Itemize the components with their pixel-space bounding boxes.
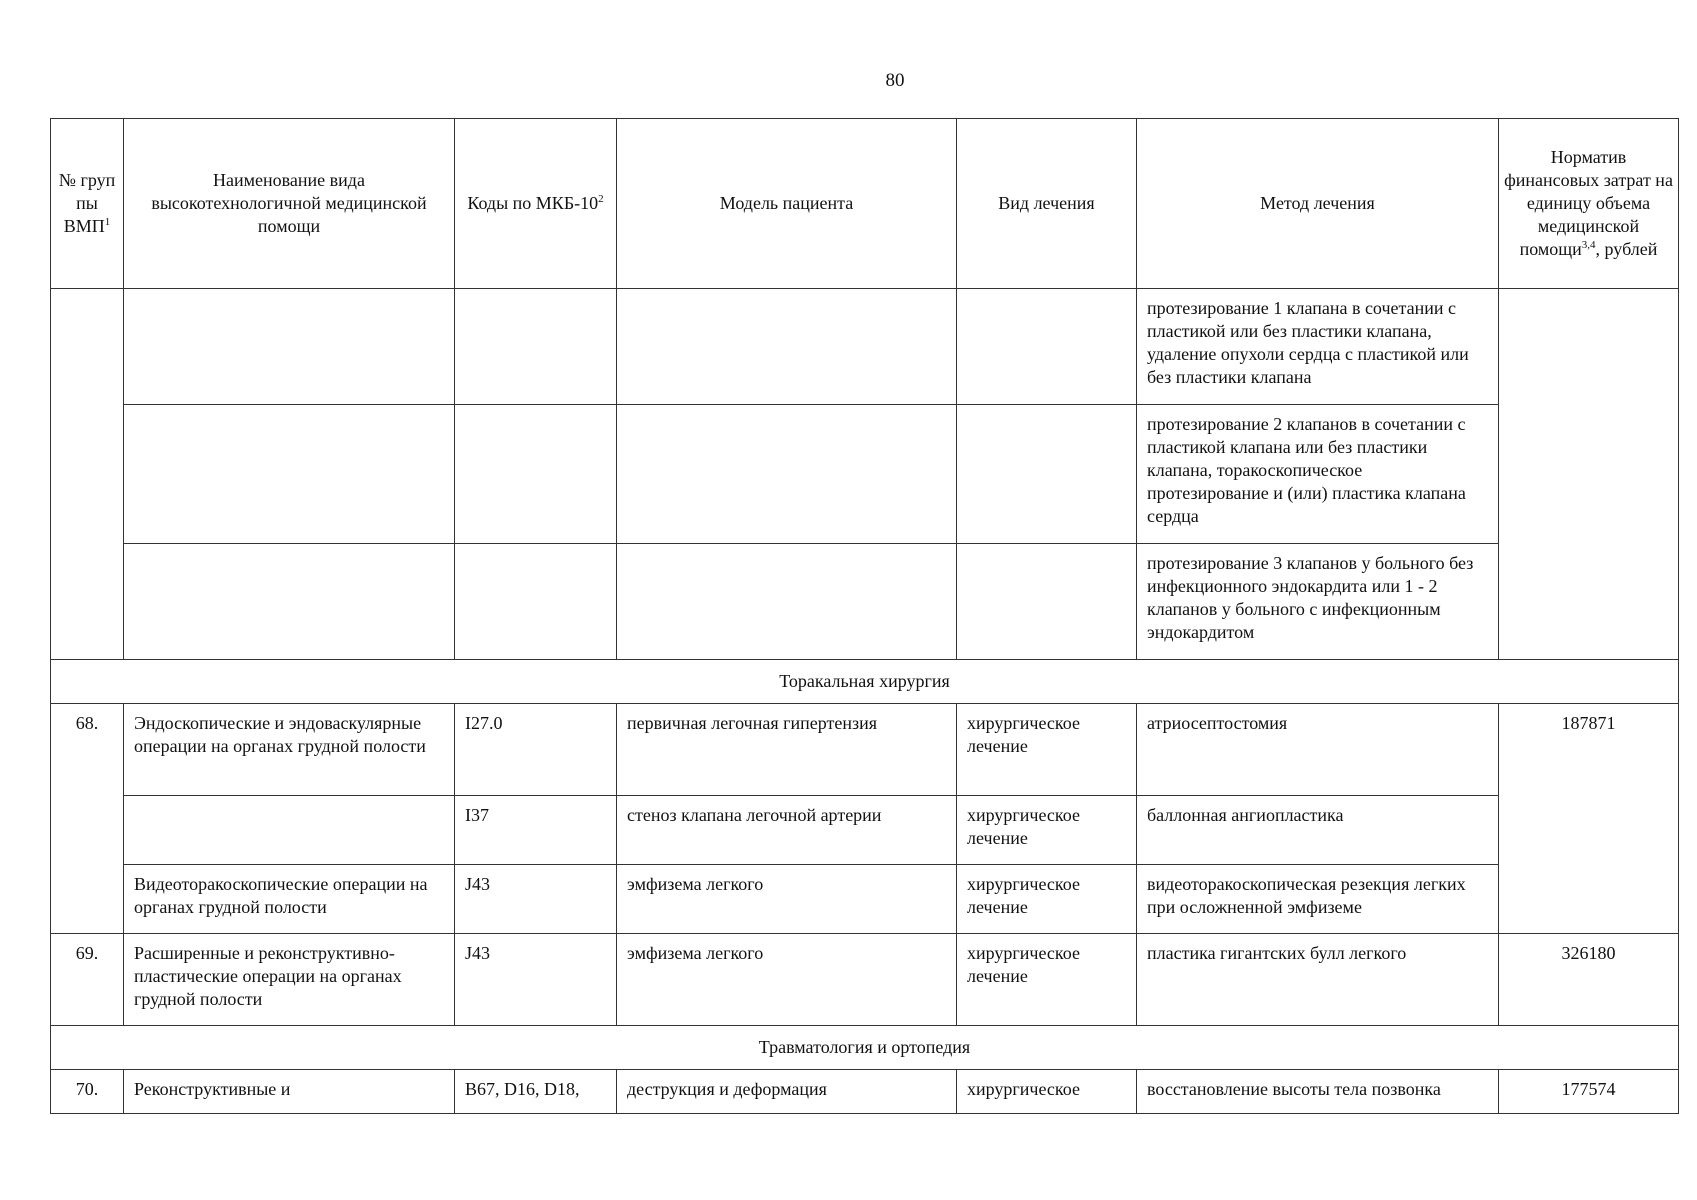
model-cell: первичная легочная гипертензия — [617, 704, 957, 796]
group-number: 70. — [51, 1070, 124, 1114]
group-number-cell — [51, 289, 124, 660]
model-cell: эмфизема легкого — [617, 865, 957, 934]
method-cell: протезирование 3 клапанов у больного без инфекционного эндокардита или 1 - 2 клапанов у больного с инфекционным эндокардитом — [1137, 544, 1499, 660]
header-patient-model: Модель пациента — [617, 119, 957, 289]
cost-value: 326180 — [1499, 934, 1679, 1026]
method-cell: восстановление высоты тела позвонка — [1137, 1070, 1499, 1114]
type-cell — [957, 289, 1137, 405]
table-row — [51, 544, 1679, 660]
codes-cell: J43 — [455, 865, 617, 934]
section-row — [51, 1026, 1679, 1070]
type-cell — [957, 544, 1137, 660]
care-cell — [124, 796, 455, 865]
codes-cell: I27.0 — [455, 704, 617, 796]
type-cell: хирургическое лечение — [957, 934, 1137, 1026]
model-cell: эмфизема легкого — [617, 934, 957, 1026]
type-cell: хирургическое лечение — [957, 704, 1137, 796]
header-treatment-method: Метод лечения — [1137, 119, 1499, 289]
type-cell: хирургическое лечение — [957, 796, 1137, 865]
method-cell: протезирование 1 клапана в сочетании с пластикой или без пластики клапана, удаление опухоли сердца с пластикой или без пластики клапана — [1137, 289, 1499, 405]
header-group-no: № груп пы ВМП$^1$ — [51, 119, 124, 289]
table-row — [51, 405, 1679, 544]
method-cell: баллонная ангиопластика — [1137, 796, 1499, 865]
group-number: 68. — [51, 704, 124, 934]
table-row — [51, 865, 1679, 934]
model-cell — [617, 544, 957, 660]
header-icd-codes: Коды по МКБ-$10^2$ — [455, 119, 617, 289]
table-row — [51, 796, 1679, 865]
care-cell — [124, 405, 455, 544]
section-title: Торакальная хирургия — [51, 660, 1679, 704]
section-title: Травматология и ортопедия — [51, 1026, 1679, 1070]
model-cell — [617, 405, 957, 544]
method-cell: протезирование 2 клапанов в сочетании с пластикой клапана или без пластики клапана, торакоскопическое протезирование и (или) пластика клапана сердца — [1137, 405, 1499, 544]
model-cell: стеноз клапана легочной артерии — [617, 796, 957, 865]
cost-value: 187871 — [1499, 704, 1679, 934]
care-cell: Реконструктивные и — [124, 1070, 455, 1114]
table-row — [51, 704, 1679, 796]
vmp-table — [50, 118, 1679, 1114]
cost-cell — [1499, 289, 1679, 660]
type-cell: хирургическое лечение — [957, 865, 1137, 934]
codes-cell — [455, 544, 617, 660]
codes-cell: I37 — [455, 796, 617, 865]
table-row — [51, 934, 1679, 1026]
codes-cell — [455, 405, 617, 544]
care-cell: Расширенные и реконструктивно-пластические операции на органах грудной полости — [124, 934, 455, 1026]
codes-cell: J43 — [455, 934, 617, 1026]
header-care-type: Наименование вида высокотехнологичной медицинской помощи — [124, 119, 455, 289]
section-row — [51, 660, 1679, 704]
type-cell: хирургическое — [957, 1070, 1137, 1114]
header-cost-norm: Норматив финансовых затрат на единицу объема медицинской помощи$^{3,4}$, рублей — [1499, 119, 1679, 289]
method-cell: атриосептостомия — [1137, 704, 1499, 796]
table-row — [51, 289, 1679, 405]
table-row — [51, 1070, 1679, 1114]
model-cell — [617, 289, 957, 405]
method-cell: видеоторакоскопическая резекция легких при осложненной эмфиземе — [1137, 865, 1499, 934]
page-number: 80 — [885, 70, 905, 91]
care-cell — [124, 289, 455, 405]
care-cell: Видеоторакоскопические операции на органах грудной полости — [124, 865, 455, 934]
codes-cell: B67, D16, D18, — [455, 1070, 617, 1114]
header-treatment-type: Вид лечения — [957, 119, 1137, 289]
group-number: 69. — [51, 934, 124, 1026]
type-cell — [957, 405, 1137, 544]
care-cell — [124, 544, 455, 660]
care-cell: Эндоскопические и эндоваскулярные операции на органах грудной полости — [124, 704, 455, 796]
codes-cell — [455, 289, 617, 405]
method-cell: пластика гигантских булл легкого — [1137, 934, 1499, 1026]
table-header-row — [51, 119, 1679, 289]
cost-value: 177574 — [1499, 1070, 1679, 1114]
model-cell: деструкция и деформация — [617, 1070, 957, 1114]
